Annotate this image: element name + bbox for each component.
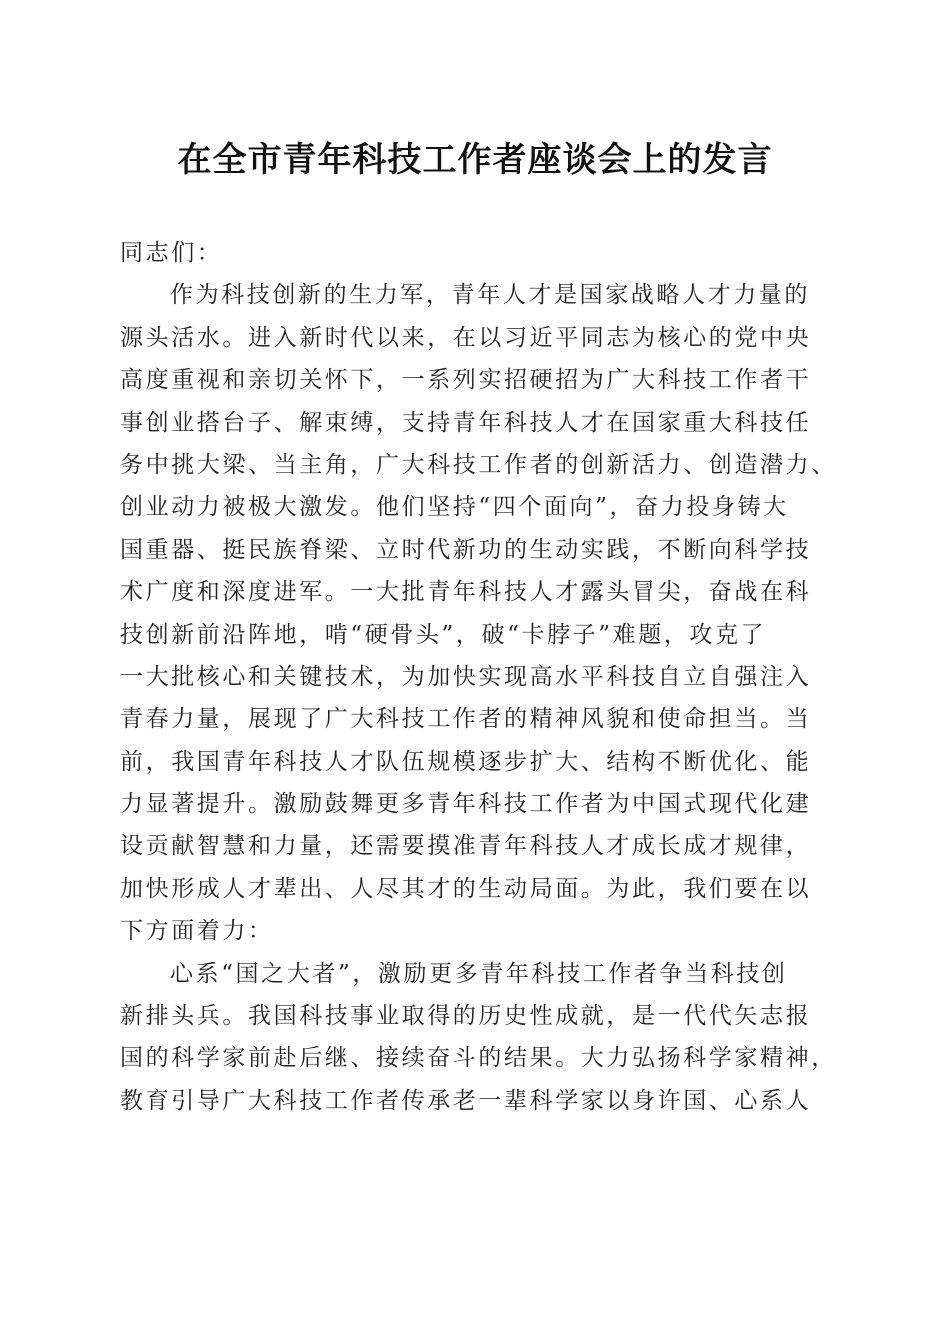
paragraph-2 — [120, 953, 840, 1123]
paragraph-line: 创业动力被极大激发。他们坚持“四个面向”，奋力投身铸大 — [120, 494, 789, 521]
paragraph-line: 教育引导广大科技工作者传承老一辈科学家以身许国、心系人 — [120, 1087, 812, 1114]
paragraph-line: 加快形成人才辈出、人尽其才的生动局面。为此，我们要在以 — [120, 875, 812, 902]
paragraph-line: 国重器、挺民族脊梁、立时代新功的生动实践，不断向科学技 — [120, 536, 812, 563]
paragraph-line: 一大批核心和关键技术，为加快实现高水平科技自立自强注入 — [120, 663, 812, 690]
document-body — [120, 232, 840, 1122]
paragraph-line: 力显著提升。激励鼓舞更多青年科技工作者为中国式现代化建 — [120, 791, 812, 818]
paragraph-line: 事创业搭台子、解束缚，支持青年科技人才在国家重大科技任 — [120, 409, 812, 436]
salutation: 同志们： — [120, 240, 223, 266]
document-title: 在全市青年科技工作者座谈会上的发言 — [177, 140, 773, 180]
paragraph-line: 下方面着力： — [120, 918, 274, 945]
paragraph-line: 新排头兵。我国科技事业取得的历史性成就，是一代代矢志报 — [120, 1003, 812, 1030]
paragraph-line: 高度重视和亲切关怀下，一系列实招硬招为广大科技工作者干 — [120, 367, 812, 394]
paragraph-line: 青春力量，展现了广大科技工作者的精神风貌和使命担当。当 — [120, 706, 812, 733]
paragraph-1 — [120, 274, 840, 952]
paragraph-line: 作为科技创新的生力军，青年人才是国家战略人才力量的 — [170, 282, 810, 309]
paragraph-line: 前，我国青年科技人才队伍规模逐步扩大、结构不断优化、能 — [120, 748, 812, 775]
paragraph-line: 源头活水。进入新时代以来，在以习近平同志为核心的党中央 — [120, 324, 812, 351]
paragraph-line: 术广度和深度进军。一大批青年科技人才露头冒尖，奋战在科 — [120, 579, 812, 606]
paragraph-line: 务中挑大梁、当主角，广大科技工作者的创新活力、创造潜力、 — [120, 451, 837, 478]
paragraph-line: 心系“国之大者”，激励更多青年科技工作者争当科技创 — [170, 960, 788, 987]
paragraph-line: 技创新前沿阵地，啃“硬骨头”，破“卡脖子”难题，攻克了 — [120, 621, 767, 648]
paragraph-line: 国的科学家前赴后继、接续奋斗的结果。大力弘扬科学家精神， — [120, 1045, 837, 1072]
paragraph-line: 设贡献智慧和力量，还需要摸准青年科技人才成长成才规律， — [120, 833, 812, 860]
